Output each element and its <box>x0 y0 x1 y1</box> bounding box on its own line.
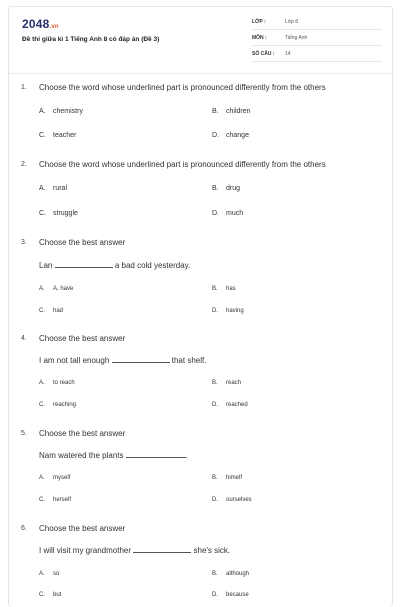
question-2-option-c[interactable]: C. struggle <box>39 210 78 217</box>
question-1-option-d[interactable]: D. change <box>212 132 249 139</box>
question-3-option-c[interactable]: C. had <box>39 308 64 314</box>
question-3-option-b[interactable]: B. has <box>212 286 236 292</box>
question-5-option-a[interactable]: A. myself <box>39 475 71 481</box>
meta-subject-label: MÔN : <box>252 35 267 41</box>
answer-blank <box>112 356 170 363</box>
meta-subject-row <box>252 33 382 46</box>
question-6-option-d[interactable]: D. because <box>212 592 249 598</box>
question-1-prompt: Choose the word whose underlined part is pronounced differently from the others <box>39 83 326 92</box>
logo-text: 2048 <box>22 17 50 31</box>
question-4-number: 4. <box>21 335 27 342</box>
question-2-option-d[interactable]: D. much <box>212 210 244 217</box>
question-4-option-c[interactable]: C. reaching <box>39 402 77 408</box>
exam-title: Đề thi giữa kì 1 Tiếng Anh 8 có đáp án (Đề 3) <box>22 36 160 43</box>
meta-count-label: SỐ CÂU : <box>252 51 275 57</box>
question-6-option-b[interactable]: B. although <box>212 571 250 577</box>
question-5-prompt: Choose the best answer <box>39 429 126 438</box>
question-2-option-b[interactable]: B. drug <box>212 185 241 192</box>
question-4-option-a[interactable]: A. to reach <box>39 380 75 386</box>
question-1-option-c[interactable]: C. teacher <box>39 132 77 139</box>
header-divider <box>9 73 392 74</box>
answer-blank <box>126 451 186 458</box>
question-3-stem: Lan a bad cold yesterday. <box>39 261 191 270</box>
meta-count-row <box>252 49 382 62</box>
meta-subject-value: Tiếng Anh <box>285 35 308 41</box>
question-3-option-a[interactable]: A. A, have <box>39 286 74 292</box>
question-5-stem: Nam watered the plants . <box>39 451 188 460</box>
question-6-number: 6. <box>21 525 27 532</box>
question-3-prompt: Choose the best answer <box>39 238 126 247</box>
question-5-number: 5. <box>21 430 27 437</box>
answer-blank <box>133 546 191 553</box>
question-4-option-d[interactable]: D. reached <box>212 402 248 408</box>
question-6-prompt: Choose the best answer <box>39 524 126 533</box>
question-2-prompt: Choose the word whose underlined part is pronounced differently from the others <box>39 160 326 169</box>
exam-header <box>9 7 392 71</box>
logo-tld: .vn <box>49 24 59 30</box>
question-6-stem: I will visit my grandmother she's sick. <box>39 546 231 555</box>
question-2-number: 2. <box>21 161 27 168</box>
question-2-option-a[interactable]: A. rural <box>39 185 68 192</box>
meta-class-row <box>252 17 382 30</box>
question-5-option-d[interactable]: D. ourselves <box>212 497 252 503</box>
question-5-option-c[interactable]: C. herself <box>39 497 72 503</box>
meta-class-value: Lớp 8 <box>285 19 299 25</box>
site-logo[interactable] <box>22 17 59 31</box>
exam-card <box>8 6 393 607</box>
question-4-option-b[interactable]: B. reach <box>212 380 242 386</box>
meta-count-value: 14 <box>285 51 291 57</box>
question-4-prompt: Choose the best answer <box>39 334 126 343</box>
question-6-option-a[interactable]: A. so <box>39 571 60 577</box>
question-1-number: 1. <box>21 84 27 91</box>
question-6-option-c[interactable]: C. but <box>39 592 62 598</box>
answer-blank <box>55 261 113 268</box>
question-1-option-b[interactable]: B. children <box>212 108 251 115</box>
question-3-option-d[interactable]: D. having <box>212 308 244 314</box>
question-5-option-b[interactable]: B. himelf <box>212 475 243 481</box>
question-1-option-a[interactable]: A. chemistry <box>39 108 83 115</box>
question-3-number: 3. <box>21 239 27 246</box>
question-4-stem: I am not tall enough that shelf. <box>39 356 207 365</box>
meta-class-label: LỚP : <box>252 19 266 25</box>
